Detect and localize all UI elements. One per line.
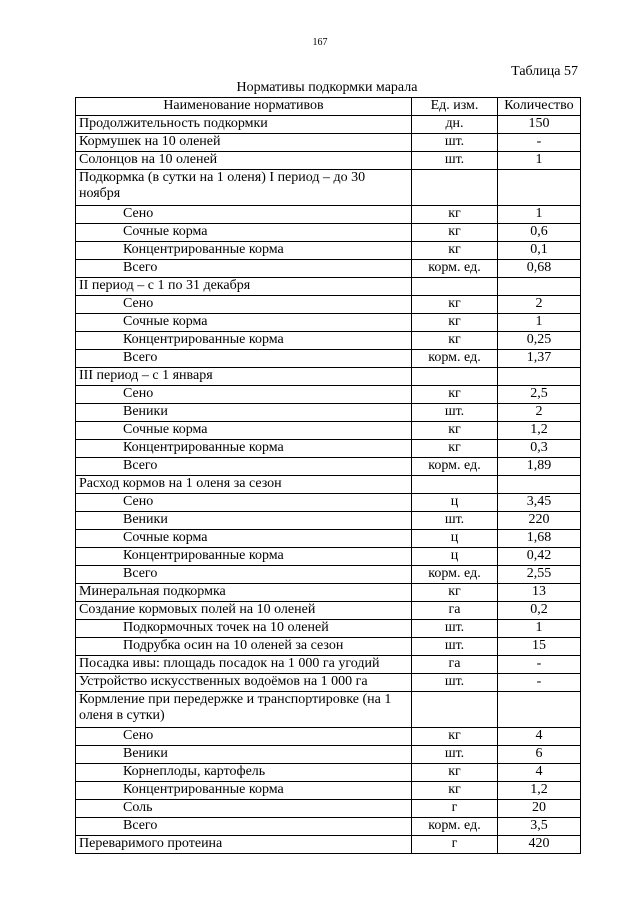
unit-cell: шт. — [412, 746, 498, 764]
table-row — [76, 170, 581, 206]
quantity-cell: 13 — [498, 584, 581, 602]
table-row — [76, 440, 581, 458]
unit-cell: корм. ед. — [412, 260, 498, 278]
header-qty: Количество — [498, 98, 581, 116]
quantity-cell: 6 — [498, 746, 581, 764]
unit-cell — [412, 476, 498, 494]
quantity-cell: 4 — [498, 728, 581, 746]
norm-name-cell: Веники — [76, 512, 412, 530]
norm-name-cell: Всего — [76, 818, 412, 836]
norm-name-cell: II период – с 1 по 31 декабря — [76, 278, 412, 296]
table-row — [76, 116, 581, 134]
unit-cell: ц — [412, 548, 498, 566]
table-row — [76, 134, 581, 152]
quantity-cell: 1,2 — [498, 782, 581, 800]
table-row — [76, 692, 581, 728]
unit-cell: кг — [412, 728, 498, 746]
quantity-cell: - — [498, 656, 581, 674]
norm-name-cell: Создание кормовых полей на 10 оленей — [76, 602, 412, 620]
table-row — [76, 602, 581, 620]
table-row — [76, 278, 581, 296]
norm-name-cell: Концентрированные корма — [76, 332, 412, 350]
table-row — [76, 494, 581, 512]
norm-name-cell: Веники — [76, 404, 412, 422]
quantity-cell: 1 — [498, 314, 581, 332]
unit-cell — [412, 692, 498, 728]
quantity-cell: 0,25 — [498, 332, 581, 350]
quantity-cell — [498, 170, 581, 206]
unit-cell: га — [412, 656, 498, 674]
norm-name-cell: Кормление при передержке и транспортировке (на 1 оленя в сутки) — [76, 692, 412, 728]
table-row — [76, 350, 581, 368]
norm-name-cell: Всего — [76, 260, 412, 278]
quantity-cell: 15 — [498, 638, 581, 656]
quantity-cell: 2,55 — [498, 566, 581, 584]
table-row — [76, 548, 581, 566]
norm-name-cell: Солонцов на 10 оленей — [76, 152, 412, 170]
norm-name-cell: Посадка ивы: площадь посадок на 1 000 га угодий — [76, 656, 412, 674]
unit-cell: шт. — [412, 620, 498, 638]
table-row — [76, 782, 581, 800]
quantity-cell — [498, 692, 581, 728]
quantity-cell: 2,5 — [498, 386, 581, 404]
table-row — [76, 584, 581, 602]
unit-cell: кг — [412, 332, 498, 350]
unit-cell: кг — [412, 584, 498, 602]
norm-name-cell: Всего — [76, 458, 412, 476]
norm-name-cell: Концентрированные корма — [76, 440, 412, 458]
quantity-cell: 150 — [498, 116, 581, 134]
header-unit: Ед. изм. — [412, 98, 498, 116]
table-row — [76, 512, 581, 530]
unit-cell: корм. ед. — [412, 458, 498, 476]
unit-cell: корм. ед. — [412, 350, 498, 368]
page-number: 167 — [312, 37, 328, 48]
norm-name-cell: Переваримого протеина — [76, 836, 412, 854]
table-caption: Нормативы подкормки марала — [236, 80, 418, 95]
quantity-cell: 4 — [498, 764, 581, 782]
table-row — [76, 818, 581, 836]
table-row — [76, 656, 581, 674]
unit-cell: дн. — [412, 116, 498, 134]
table-row — [76, 386, 581, 404]
unit-cell: кг — [412, 314, 498, 332]
unit-cell: кг — [412, 296, 498, 314]
quantity-cell: 3,45 — [498, 494, 581, 512]
table-row — [76, 836, 581, 854]
table-row — [76, 458, 581, 476]
norm-name-cell: Сено — [76, 296, 412, 314]
table-number: Таблица 57 — [511, 64, 578, 79]
quantity-cell: - — [498, 674, 581, 692]
quantity-cell: 2 — [498, 296, 581, 314]
unit-cell: шт. — [412, 638, 498, 656]
quantity-cell — [498, 368, 581, 386]
table-row — [76, 638, 581, 656]
unit-cell — [412, 368, 498, 386]
quantity-cell: 220 — [498, 512, 581, 530]
unit-cell: шт. — [412, 404, 498, 422]
unit-cell: кг — [412, 422, 498, 440]
quantity-cell: 0,3 — [498, 440, 581, 458]
quantity-cell — [498, 278, 581, 296]
unit-cell — [412, 278, 498, 296]
unit-cell: ц — [412, 494, 498, 512]
unit-cell: ц — [412, 530, 498, 548]
table-row — [76, 368, 581, 386]
norm-name-cell: Продолжительность подкормки — [76, 116, 412, 134]
norm-name-cell: III период – с 1 января — [76, 368, 412, 386]
norm-name-cell: Сочные корма — [76, 422, 412, 440]
unit-cell: шт. — [412, 674, 498, 692]
unit-cell — [412, 170, 498, 206]
table-row — [76, 404, 581, 422]
quantity-cell: - — [498, 134, 581, 152]
quantity-cell: 3,5 — [498, 818, 581, 836]
norm-name-cell: Сено — [76, 206, 412, 224]
header-row — [76, 98, 581, 116]
norm-name-cell: Корнеплоды, картофель — [76, 764, 412, 782]
quantity-cell: 1,68 — [498, 530, 581, 548]
table-row — [76, 764, 581, 782]
unit-cell: корм. ед. — [412, 818, 498, 836]
unit-cell: кг — [412, 206, 498, 224]
norm-name-cell: Сочные корма — [76, 224, 412, 242]
quantity-cell — [498, 476, 581, 494]
norm-name-cell: Сено — [76, 494, 412, 512]
norm-name-cell: Сено — [76, 386, 412, 404]
quantity-cell: 1,2 — [498, 422, 581, 440]
unit-cell: кг — [412, 440, 498, 458]
table-row — [76, 566, 581, 584]
table-row — [76, 314, 581, 332]
norm-name-cell: Веники — [76, 746, 412, 764]
unit-cell: шт. — [412, 512, 498, 530]
table-row — [76, 206, 581, 224]
norm-name-cell: Концентрированные корма — [76, 548, 412, 566]
table-row — [76, 620, 581, 638]
table-row — [76, 728, 581, 746]
norm-name-cell: Сочные корма — [76, 314, 412, 332]
quantity-cell: 420 — [498, 836, 581, 854]
norm-name-cell: Минеральная подкормка — [76, 584, 412, 602]
norm-name-cell: Всего — [76, 566, 412, 584]
norm-name-cell: Подкормка (в сутки на 1 оленя) I период – до 30 ноября — [76, 170, 412, 206]
unit-cell: кг — [412, 224, 498, 242]
quantity-cell: 1 — [498, 152, 581, 170]
unit-cell: шт. — [412, 134, 498, 152]
quantity-cell: 0,68 — [498, 260, 581, 278]
unit-cell: кг — [412, 242, 498, 260]
unit-cell: кг — [412, 764, 498, 782]
norms-table — [75, 97, 581, 854]
unit-cell: г — [412, 800, 498, 818]
quantity-cell: 0,1 — [498, 242, 581, 260]
quantity-cell: 1 — [498, 206, 581, 224]
norm-name-cell: Концентрированные корма — [76, 782, 412, 800]
table-row — [76, 476, 581, 494]
norm-name-cell: Подкормочных точек на 10 оленей — [76, 620, 412, 638]
quantity-cell: 20 — [498, 800, 581, 818]
unit-cell: кг — [412, 782, 498, 800]
table-row — [76, 530, 581, 548]
unit-cell: шт. — [412, 152, 498, 170]
quantity-cell: 0,6 — [498, 224, 581, 242]
quantity-cell: 2 — [498, 404, 581, 422]
norm-name-cell: Концентрированные корма — [76, 242, 412, 260]
table-row — [76, 242, 581, 260]
norm-name-cell: Расход кормов на 1 оленя за сезон — [76, 476, 412, 494]
table-row — [76, 800, 581, 818]
norm-name-cell: Подрубка осин на 10 оленей за сезон — [76, 638, 412, 656]
table-row — [76, 152, 581, 170]
unit-cell: г — [412, 836, 498, 854]
unit-cell: кг — [412, 386, 498, 404]
norm-name-cell: Сено — [76, 728, 412, 746]
norm-name-cell: Устройство искусственных водоёмов на 1 000 га — [76, 674, 412, 692]
table-row — [76, 422, 581, 440]
table-row — [76, 296, 581, 314]
table-row — [76, 674, 581, 692]
table-row — [76, 260, 581, 278]
header-name: Наименование нормативов — [76, 98, 412, 116]
norm-name-cell: Сочные корма — [76, 530, 412, 548]
norm-name-cell: Соль — [76, 800, 412, 818]
table-row — [76, 224, 581, 242]
unit-cell: корм. ед. — [412, 566, 498, 584]
table-row — [76, 332, 581, 350]
norm-name-cell: Кормушек на 10 оленей — [76, 134, 412, 152]
quantity-cell: 1,37 — [498, 350, 581, 368]
quantity-cell: 1 — [498, 620, 581, 638]
table-row — [76, 746, 581, 764]
quantity-cell: 1,89 — [498, 458, 581, 476]
quantity-cell: 0,2 — [498, 602, 581, 620]
norm-name-cell: Всего — [76, 350, 412, 368]
unit-cell: га — [412, 602, 498, 620]
quantity-cell: 0,42 — [498, 548, 581, 566]
